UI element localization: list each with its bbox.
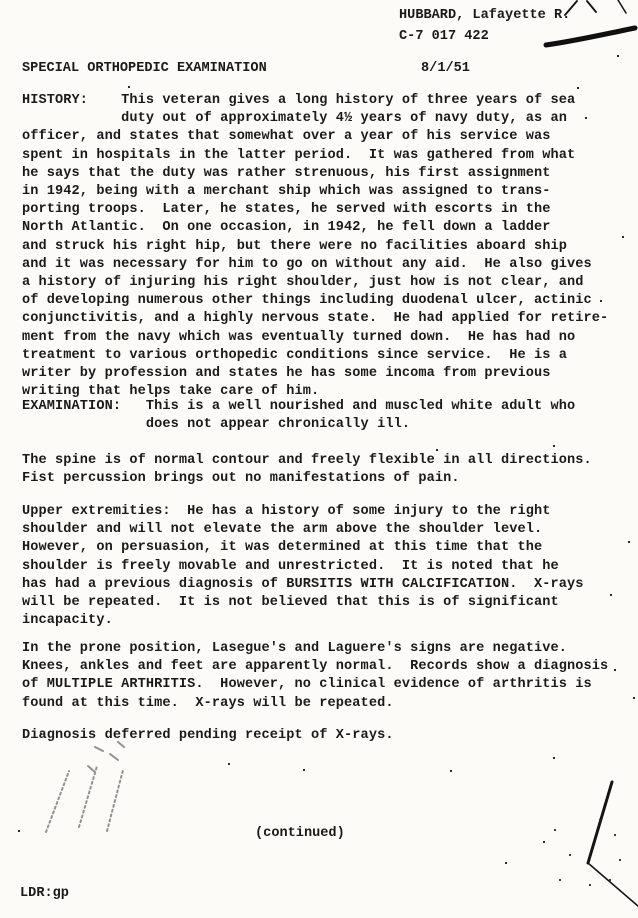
examination-paragraph: EXAMINATION: This is a well nourished and muscled white adult who does not appear chronically ill. bbox=[22, 399, 576, 433]
spine-paragraph: The spine is of normal contour and freely flexible in all directions. Fist percussion brings out no manifestations of pain. bbox=[22, 453, 592, 487]
typist-initials: LDR:gp bbox=[20, 886, 69, 901]
document-title: SPECIAL ORTHOPEDIC EXAMINATION bbox=[22, 61, 267, 76]
history-paragraph: HISTORY: This veteran gives a long history of three years of sea duty out of approximately 4½ years of navy duty, as an officer, and states that somewhat over a year of his service was spent in hospitals in the latter period. It was gathered from what he says that the duty was rather strenuous, his first assignment in 1942, being with a merchant ship which was assigned to trans- porting troops. Later, he states, he served with escorts in the North Atlantic. On one occasion, in 1942, he fell down a ladder and struck his right hip, but there were no facilities aboard ship and it was necessary for him to go on without any aid. He also gives a history of injuring his right shoulder, just how is not clear, and of developing numerous other things including duodenal ulcer, actinic conjunctivitis, and a highly nervous state. He had applied for retire- ment from the navy which was eventually turned down. He has had no treatment to various orthopedic conditions since service. He is a writer by profession and states he has some incoma from previous writing that helps take care of him. bbox=[22, 93, 609, 400]
upper-extremities-paragraph: Upper extremities: He has a history of some injury to the right shoulder and will not elevate the arm above the shoulder level. However, on persuasion, it was determined at this time that the shoulder is freely movable and unrestricted. It is noted that he has had a previous diagnosis of BURSITIS WITH CALCIFICATION. X-rays will be repeated. It is not believed that this is of significant incapacity. bbox=[22, 504, 584, 629]
exam-date: 8/1/51 bbox=[421, 61, 470, 76]
corner-fold-mark bbox=[554, 782, 638, 906]
prone-position-paragraph: In the prone position, Lasegue's and Laguere's signs are negative. Knees, ankles and feet are apparently normal. Records show a diagnosis of MULTIPLE ARTHRITIS. However, no clinical evidence of arthritis is found at this time. X-rays will be repeated. bbox=[22, 641, 609, 711]
diagnosis-line: Diagnosis deferred pending receipt of X-rays. bbox=[22, 728, 394, 743]
scan-noise-dots bbox=[0, 0, 2, 2]
case-number: C-7 017 422 bbox=[399, 29, 489, 44]
continued-note: (continued) bbox=[255, 826, 345, 841]
patient-name: HUBBARD, Lafayette R. bbox=[399, 8, 571, 23]
pencil-smudge-marks bbox=[46, 742, 124, 832]
